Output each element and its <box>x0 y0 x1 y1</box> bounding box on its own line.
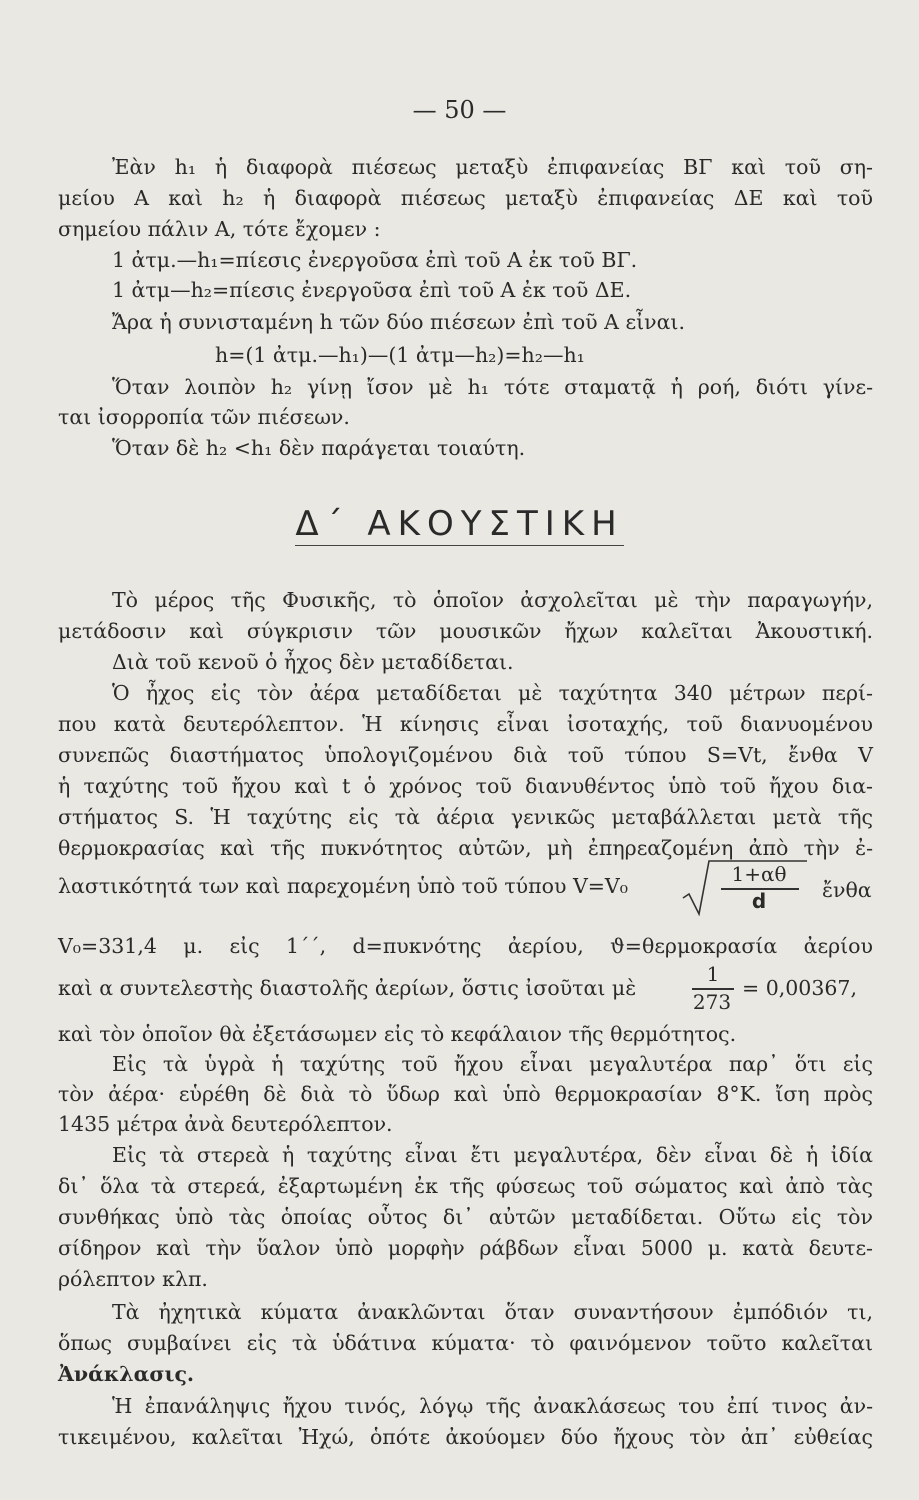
text-line: 1435 μέτρα ἀνὰ δευτερόλεπτον. <box>58 1112 393 1136</box>
fraction-numerator: 1 <box>706 962 720 986</box>
text-line: Ἐὰν h₁ ἡ διαφορὰ πιέσεως μεταξὺ ἐπιφανείας ΒΓ καὶ τοῦ ση- <box>112 155 873 179</box>
section-heading: Δ΄ ΑΚΟΥΣΤΙΚΗ <box>295 504 624 544</box>
page-number: — 50 — <box>412 96 507 124</box>
text-line: στήματος S. Ἡ ταχύτης εἰς τὰ ἀέρια γενικῶς μεταβάλλεται μετὰ τῆς <box>58 805 873 829</box>
text-line: Ὅταν λοιπὸν h₂ γίνῃ ἴσον μὲ h₁ τότε σταματᾷ ἡ ροή, διότι γίνε- <box>112 375 873 399</box>
text-line: Τὸ μέρος τῆς Φυσικῆς, τὸ ὁποῖον ἀσχολεῖται μὲ τὴν παραγωγήν, <box>112 588 873 612</box>
text-line: μείου Α καὶ h₂ ἡ διαφορὰ πιέσεως μεταξὺ ἐπιφανείας ΔΕ καὶ τοῦ <box>58 186 873 210</box>
text-line: V₀=331,4 μ. εἰς 1΄΄, d=πυκνότης ἀερίου, ϑ=θερμοκρασία ἀερίου <box>58 934 873 958</box>
text-line: ἡ ταχύτης τοῦ ἤχου καὶ t ὁ χρόνος τοῦ διανυθέντος ὑπὸ τοῦ ἤχου δια- <box>58 774 873 798</box>
text-line: Ἡ ἐπανάληψις ἤχου τινός, λόγῳ τῆς ἀνακλάσεως του ἐπί τινος ἀν- <box>112 1394 873 1418</box>
sqrt-numerator: 1+αθ <box>731 862 787 886</box>
text-line: σημείου πάλιν Α, τότε ἔχομεν : <box>58 217 381 241</box>
text-line: ὅπως συμβαίνει εἰς τὰ ὑδάτινα κύματα· τὸ φαινόμενον τοῦτο καλεῖται <box>58 1331 873 1355</box>
text-line: 1 ἀτμ.—h₁=πίεσις ἐνεργοῦσα ἐπὶ τοῦ Α ἐκ τοῦ ΒΓ. <box>112 248 638 272</box>
formula-text: λαστικότητά των καὶ παρεχομένη ὑπὸ τοῦ τύπου V=V₀ <box>58 874 628 898</box>
text-line: τὸν ἀέρα· εὑρέθη δὲ διὰ τὸ ὕδωρ καὶ ὑπὸ θερμοκρασίαν 8°Κ. ἴση πρὸς <box>58 1082 873 1106</box>
text-line: Ἄρα ἡ συνισταμένη h τῶν δύο πιέσεων ἐπὶ τοῦ Α εἶναι. <box>112 310 685 334</box>
text-line: Εἰς τὰ ὑγρὰ ἡ ταχύτης τοῦ ἤχου εἶναι μεγαλυτέρα παρ᾽ ὅτι εἰς <box>112 1052 873 1076</box>
text-line: καὶ τὸν ὁποῖον θὰ ἐξετάσωμεν εἰς τὸ κεφάλαιον τῆς θερμότητος. <box>58 1022 737 1046</box>
fraction-denominator: 273 <box>692 990 732 1014</box>
text-line: συνθήκας ὑπὸ τὰς ὁποίας οὗτος δι᾽ αὐτῶν μεταδίδεται. Οὕτω εἰς τὸν <box>58 1205 873 1229</box>
term-line: Ἀνάκλασις. <box>58 1362 195 1386</box>
text-line: καὶ α συντελεστὴς διαστολῆς ἀερίων, ὅστις ἰσοῦται μὲ <box>58 976 637 1000</box>
fraction-result: = 0,00367, <box>742 976 857 1000</box>
text-line: ρόλεπτον κλπ. <box>58 1267 208 1291</box>
equation-line: h=(1 ἀτμ.—h₁)—(1 ἀτμ—h₂)=h₂—h₁ <box>215 343 585 367</box>
text-line: Ὅταν δὲ h₂ <h₁ δὲν παράγεται τοιαύτη. <box>112 436 526 460</box>
text-line: που κατὰ δευτερόλεπτον. Ἡ κίνησις εἶναι ἰσοταχής, τοῦ διανυομένου <box>58 712 873 736</box>
text-line: συνεπῶς διαστήματος ὑπολογιζομένου διὰ τοῦ τύπου S=Vt, ἔνθα V <box>58 743 873 767</box>
text-line: Ὁ ἦχος εἰς τὸν ἀέρα μεταδίδεται μὲ ταχύτητα 340 μέτρων περί- <box>112 681 873 705</box>
text-line: σίδηρον καὶ τὴν ὕαλον ὑπὸ μορφὴν ράβδων εἶναι 5000 μ. κατὰ δευτε- <box>58 1236 873 1260</box>
text-line: 1 ἀτμ—h₂=πίεσις ἐνεργοῦσα ἐπὶ τοῦ Α ἐκ τοῦ ΔΕ. <box>112 278 632 302</box>
text-line: δι᾽ ὅλα τὰ στερεά, ἐξαρτωμένη ἐκ τῆς φύσεως τοῦ σώματος καὶ ἀπὸ τὰς <box>58 1174 873 1198</box>
text-line: Τὰ ἠχητικὰ κύματα ἀνακλῶνται ὅταν συναντήσουν ἐμπόδιόν τι, <box>112 1300 873 1324</box>
text-line: μετάδοσιν καὶ σύγκρισιν τῶν μουσικῶν ἤχων καλεῖται Ἀκουστική. <box>58 619 873 643</box>
square-root-formula <box>679 858 809 916</box>
sqrt-denominator: d <box>751 889 767 913</box>
text-line: Διὰ τοῦ κενοῦ ὁ ἦχος δὲν μεταδίδεται. <box>112 650 514 674</box>
text-line: τικειμένου, καλεῖται Ἠχώ, ὁπότε ἀκούομεν δύο ἤχους τὸν ἀπ᾽ εὐθείας <box>58 1425 873 1449</box>
text-line: θερμοκρασίας καὶ τῆς πυκνότητος αὐτῶν, μὴ ἐπηρεαζομένη ἀπὸ τὴν ἐ- <box>58 836 873 860</box>
text-line: Εἰς τὰ στερεὰ ἡ ταχύτης εἶναι ἔτι μεγαλυτέρα, δὲν εἶναι δὲ ἡ ἰδία <box>112 1143 873 1167</box>
formula-after: ἔνθα <box>822 878 872 902</box>
text-line: ται ἰσορροπία τῶν πιέσεων. <box>58 405 350 429</box>
